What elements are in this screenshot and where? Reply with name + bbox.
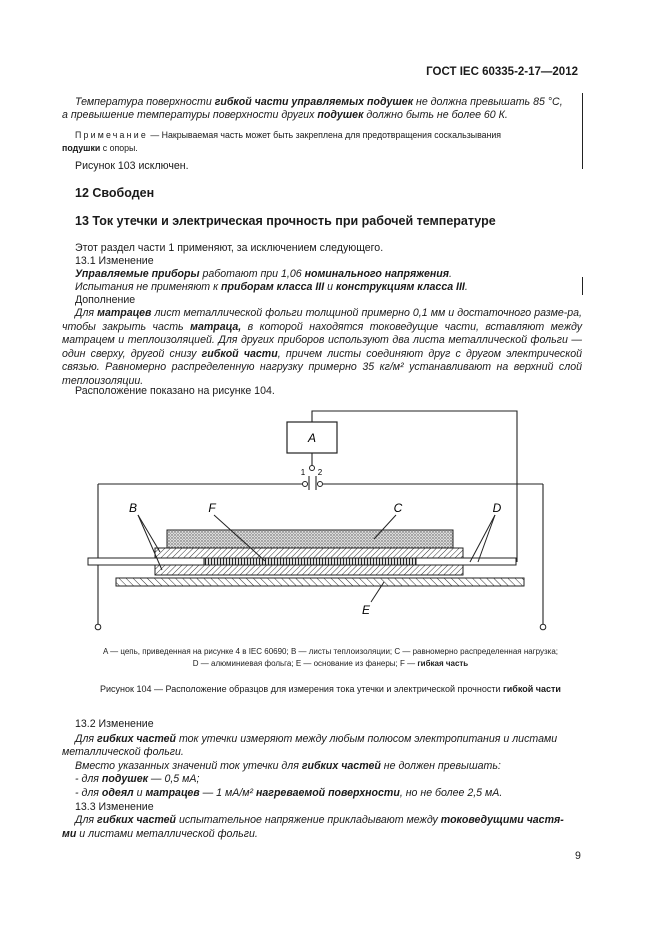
terminal-bottom-left bbox=[95, 624, 101, 630]
load-c bbox=[167, 530, 453, 548]
label-b: B bbox=[128, 501, 138, 515]
base-e bbox=[116, 578, 524, 586]
s13-2-list-item-1: - для подушек — 0,5 мА; bbox=[75, 773, 200, 785]
figure-104 bbox=[0, 400, 661, 640]
label-e: E bbox=[361, 603, 371, 617]
s13-1-heading: 13.1 Изменение bbox=[75, 255, 154, 267]
note: Примечание — Накрываемая часть может быть закреплена для предотвращения соскальзывания bbox=[75, 130, 502, 140]
leader-b-1 bbox=[138, 515, 160, 552]
s13-2-para-1b: металлической фольги. bbox=[62, 746, 184, 758]
s13-line-5: Дополнение bbox=[75, 294, 136, 306]
note-cont: подушки с опоры. bbox=[62, 143, 138, 153]
section-13-title: 13 Ток утечки и электрическая прочность при рабочей температуре bbox=[75, 214, 496, 228]
figure-caption: Рисунок 104 — Расположение образцов для измерения тока утечки и электрической прочности гибкой части bbox=[100, 684, 561, 694]
document-header: ГОСТ IEC 60335-2-17—2012 bbox=[426, 66, 578, 78]
label-terminal-1: 1 bbox=[300, 468, 306, 477]
s13-3-para-1b: ми и листами металлической фольги. bbox=[62, 828, 258, 840]
s13-line-4: Испытания не применяют к приборам класса III и конструкциям класса III. bbox=[75, 281, 468, 293]
leader-d-1 bbox=[470, 515, 495, 562]
foil-d-right bbox=[416, 558, 516, 565]
intro-paragraph-2: а превышение температуры поверхности других подушек должно быть не более 60 К. bbox=[62, 109, 508, 121]
terminal-1 bbox=[303, 482, 308, 487]
insulation-b-bottom bbox=[155, 565, 463, 575]
s13-paragraph: Для матрацев лист металлической фольги толщиной примерно 0,1 мм и достаточного разме-ра, чтобы закрыть часть матраца, в которой находятся токоведущие части, вставляют между матрацем и теплоизоляцией. Для других приборов используют два листа металлической фольги — один сверху, другой снизу гибкой части, причем листы соединяют друг с другом электрической связью. Равномерно распределенную нагрузку примерно 35 кг/м² устанавливают на верхний слой теплоизоляции. bbox=[62, 307, 583, 387]
s13-line-1: Этот раздел части 1 применяют, за исключением следующего. bbox=[75, 242, 384, 254]
s13-3-heading: 13.3 Изменение bbox=[75, 801, 154, 813]
insulation-b-top bbox=[155, 548, 463, 558]
label-a: A bbox=[307, 431, 317, 445]
figure-legend-2: D — алюминиевая фольга; E — основание из фанеры; F — гибкая часть bbox=[192, 659, 469, 668]
s13-2-heading: 13.2 Изменение bbox=[75, 718, 154, 730]
terminal-2 bbox=[318, 482, 323, 487]
label-terminal-2: 2 bbox=[317, 468, 323, 477]
s13-line-3: Управляемые приборы работают при 1,06 номинального напряжения. bbox=[75, 268, 452, 280]
s13-2-para-2: Вместо указанных значений ток утечки для гибких частей не должен превышать: bbox=[75, 760, 501, 772]
s13-2-para-1: Для гибких частей ток утечки измеряют между любым полюсом электропитания и листами bbox=[75, 733, 558, 745]
change-bar bbox=[582, 277, 583, 295]
s13-figure-ref: Расположение показано на рисунке 104. bbox=[75, 385, 275, 397]
label-c: C bbox=[393, 501, 403, 515]
foil-d-left bbox=[88, 558, 204, 565]
figure-removed-note: Рисунок 103 исключен. bbox=[75, 160, 189, 172]
label-f: F bbox=[208, 501, 216, 515]
figure-legend-1: A — цепь, приведенная на рисунке 4 в IEC 60690; B — листы теплоизоляции; C — равномерно распределенная нагрузка; bbox=[103, 647, 558, 656]
s13-3-para-1: Для гибких частей испытательное напряжение прикладывают между токоведущими частя- bbox=[75, 814, 564, 826]
terminal-bottom-right bbox=[540, 624, 546, 630]
label-d: D bbox=[492, 501, 502, 515]
flexible-part-f bbox=[204, 558, 416, 565]
page-number: 9 bbox=[575, 850, 581, 862]
terminal-top bbox=[310, 466, 315, 471]
s13-2-list-item-2: - для одеял и матрацев — 1 мА/м² нагреваемой поверхности, но не более 2,5 мА. bbox=[75, 787, 503, 799]
section-12-title: 12 Свободен bbox=[75, 186, 155, 200]
leader-d-2 bbox=[478, 515, 495, 562]
intro-paragraph: Температура поверхности гибкой части управляемых подушек не должна превышать 85 °С, bbox=[75, 96, 563, 108]
